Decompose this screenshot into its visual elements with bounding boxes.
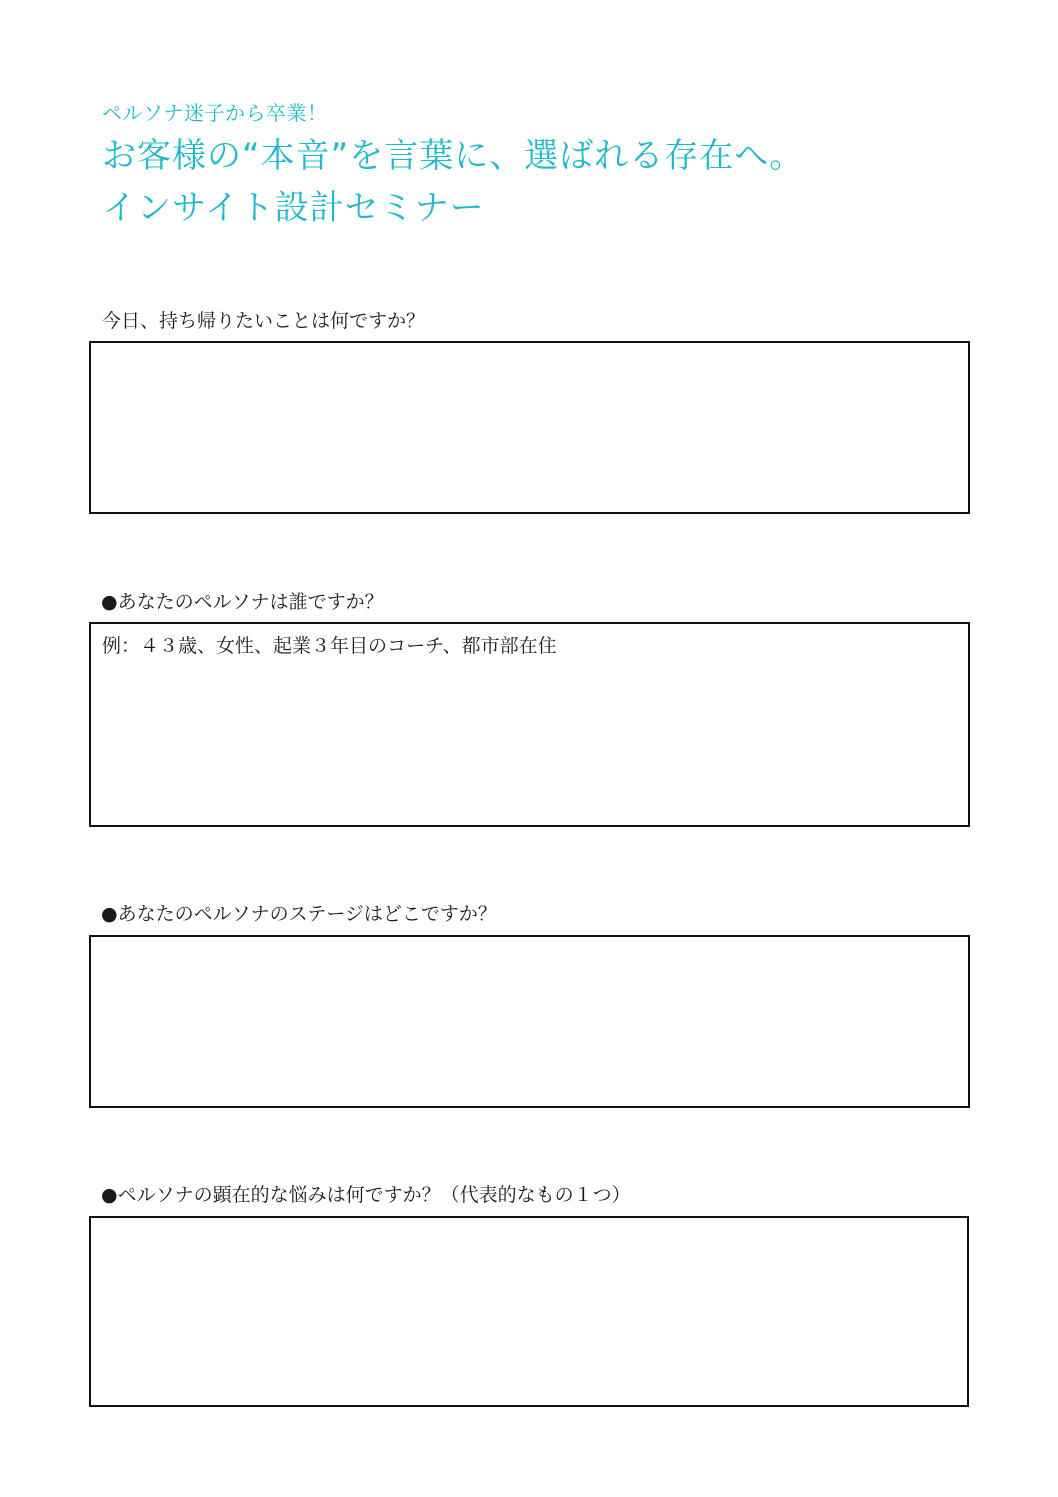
question-label-takeaway: 今日、持ち帰りたいことは何ですか？ (102, 310, 426, 332)
answer-box-explicit-pain[interactable] (89, 1216, 969, 1407)
page-title-line-2: インサイト設計セミナー (102, 188, 485, 228)
subtitle: ペルソナ迷子から卒業！ (102, 101, 328, 125)
question-label-stage: ●あなたのペルソナのステージはどこですか？ (101, 903, 497, 925)
question-label-persona: ●あなたのペルソナは誰ですか？ (101, 591, 384, 613)
question-label-explicit-pain: ●ペルソナの顕在的な悩みは何ですか？（代表的なもの１つ） (101, 1184, 631, 1206)
page-title-line-1: お客様の“本音”を言葉に、選ばれる存在へ。 (102, 136, 805, 176)
answer-box-stage[interactable] (89, 935, 970, 1108)
answer-box-persona[interactable] (89, 622, 970, 827)
persona-example-text: 例：４３歳、女性、起業３年目のコーチ、都市部在住 (102, 635, 557, 657)
worksheet-header (102, 98, 804, 234)
answer-box-takeaway[interactable] (89, 341, 970, 514)
